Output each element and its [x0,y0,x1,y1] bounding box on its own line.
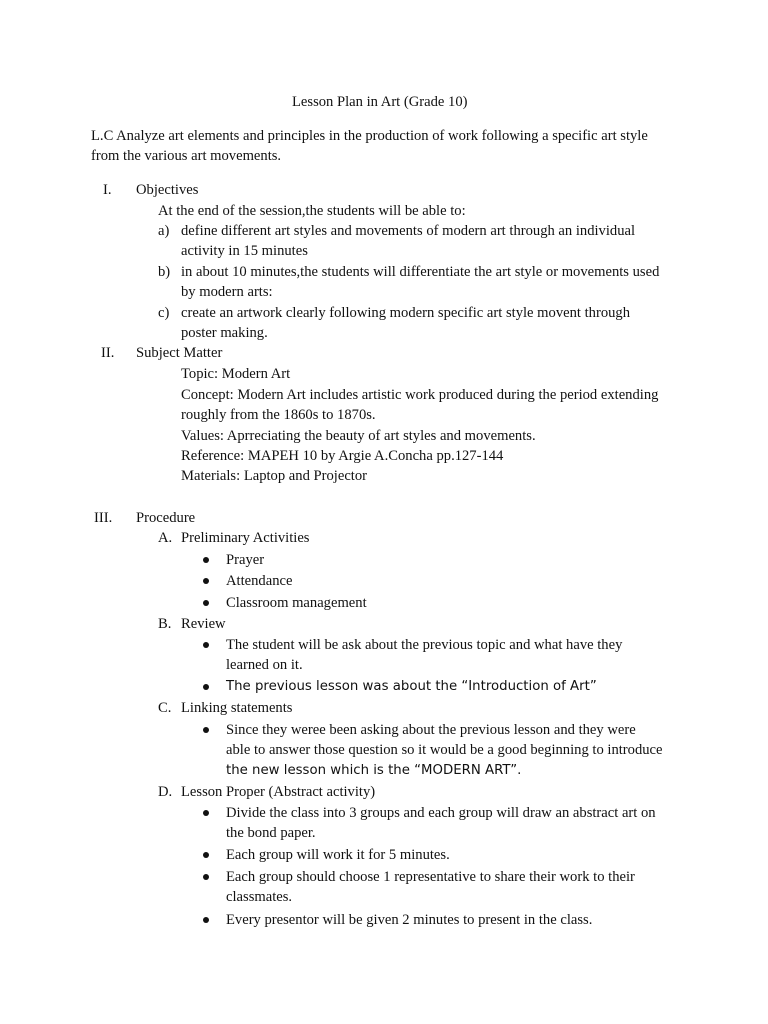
procedure-part-marker: A. [158,530,173,546]
objective-text: activity in 15 minutes [181,243,308,259]
objective-marker: c) [158,305,170,321]
bullet-icon [203,917,209,923]
list-item: learned on it. [226,657,303,673]
objective-text: in about 10 minutes,the students will differentiate the art style or movements used [181,264,660,280]
list-item: Each group should choose 1 representative to share their work to their [226,869,635,885]
bullet-icon [203,578,209,584]
procedure-part-heading: Lesson Proper (Abstract activity) [181,784,376,800]
list-item: Prayer [226,552,265,568]
procedure-part-marker: C. [158,700,172,716]
objective-text: define different art styles and movements of modern art through an individual [181,223,636,239]
learning-competency-line-2: from the various art movements. [91,148,282,164]
bullet-icon [203,852,209,858]
procedure-part-marker: D. [158,784,173,800]
subject-reference: Reference: MAPEH 10 by Argie A.Concha pp.127-144 [181,448,504,464]
list-item: Every presentor will be given 2 minutes to present in the class. [226,912,593,928]
section-heading-procedure: Procedure [136,510,196,526]
list-item: Each group will work it for 5 minutes. [226,847,450,863]
list-item: the new lesson which is the “MODERN ART”. [226,763,522,778]
bullet-icon [203,642,209,648]
learning-competency-line-1: L.C Analyze art elements and principles in the production of work following a specific art style [91,128,648,144]
list-item: able to answer those question so it would be a good beginning to introduce [226,742,663,758]
section-number-procedure: III. [94,510,113,526]
procedure-part-heading: Preliminary Activities [181,530,310,546]
section-heading-subject: Subject Matter [136,345,223,361]
subject-values: Values: Aprreciating the beauty of art styles and movements. [181,428,536,444]
subject-materials: Materials: Laptop and Projector [181,468,368,484]
page-title: Lesson Plan in Art (Grade 10) [292,94,468,110]
objective-marker: a) [158,223,170,239]
procedure-part-heading: Linking statements [181,700,293,716]
list-item: The student will be ask about the previous topic and what have they [226,637,623,653]
bullet-icon [203,557,209,563]
list-item: The previous lesson was about the “Introduction of Art” [226,679,597,694]
section-number-subject: II. [101,345,115,361]
bullet-icon [203,600,209,606]
subject-concept: Concept: Modern Art includes artistic work produced during the period extending [181,387,659,403]
subject-topic: Topic: Modern Art [181,366,291,382]
bullet-icon [203,874,209,880]
procedure-part-heading: Review [181,616,226,632]
list-item: Classroom management [226,595,367,611]
list-item: Since they weree been asking about the previous lesson and they were [226,722,636,738]
list-item: Divide the class into 3 groups and each group will draw an abstract art on [226,805,656,821]
bullet-icon [203,810,209,816]
list-item: the bond paper. [226,825,316,841]
objective-text: poster making. [181,325,268,341]
procedure-part-marker: B. [158,616,172,632]
objective-marker: b) [158,264,171,280]
section-heading-objectives: Objectives [136,182,199,198]
subject-concept-cont: roughly from the 1860s to 1870s. [181,407,376,423]
bullet-icon [203,727,209,733]
objective-text: by modern arts: [181,284,273,300]
bullet-icon [203,684,209,690]
list-item: Attendance [226,573,293,589]
list-item: classmates. [226,889,293,905]
objective-text: create an artwork clearly following modern specific art style movent through [181,305,631,321]
objectives-intro: At the end of the session,the students will be able to: [158,203,466,219]
section-number-objectives: I. [103,182,112,198]
